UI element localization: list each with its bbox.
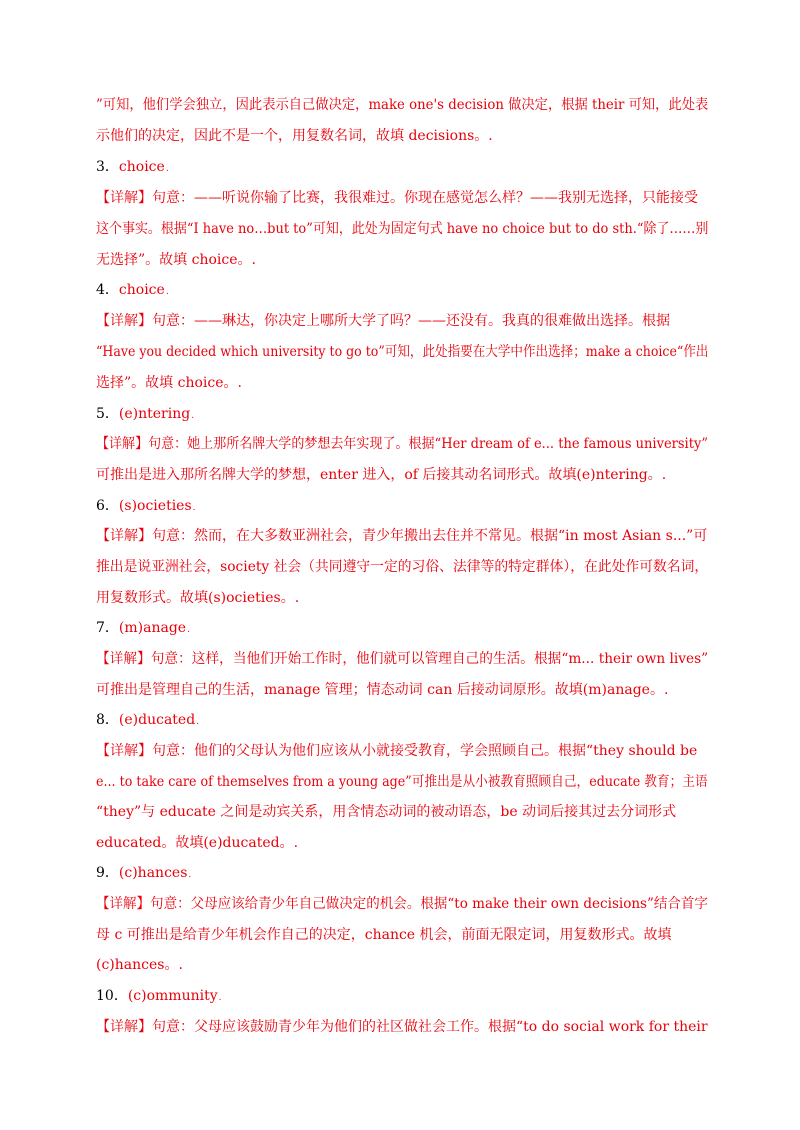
explanation-line: 【详解】句意：父母应该鼓励青少年为他们的社区做社会工作。根据“to do social work for their [96, 1019, 708, 1035]
answer-text: (e)ntering . [119, 406, 194, 422]
explanation-line: 【详解】句意：然而，在大多数亚洲社会，青少年搬出去住并不常见。根据“in most Asian s...”可 [96, 528, 708, 544]
explanation-line: 推出是说亚洲社会，society 社会（共同遵守一定的习俗、法律等的特定群体），在此处作可数名词， [96, 559, 709, 575]
answer-line-10 [96, 987, 222, 1007]
explanation-line: 【详解】句意：父母应该给青少年自己做决定的机会。根据“to make their own decisions”结合首字 [96, 896, 708, 912]
answer-line-8 [96, 711, 199, 731]
answer-line-9 [96, 864, 191, 884]
answer-text: choice . [119, 159, 169, 175]
question-number: 8． [96, 712, 119, 728]
explanation-line: e... to take care of themselves from a young age”可推出是从小被教育照顾自己，educate 教育；主语 [96, 774, 708, 790]
question-number: 6． [96, 498, 119, 514]
question-number: 7． [96, 620, 119, 636]
explanation-line: “Have you decided which university to go to”可知，此处指要在大学中作出选择；make a choice“作出 [96, 344, 709, 360]
explanation-line: (c)hances。. [96, 957, 183, 973]
explanation-line: 【详解】句意：——琳达，你决定上哪所大学了吗？——还没有。我真的很难做出选择。根据 [96, 313, 670, 329]
question-number: 4． [96, 282, 119, 298]
answer-line-5 [96, 405, 194, 425]
answer-text: (s)ocieties . [119, 498, 196, 514]
question-number: 9． [96, 865, 119, 881]
explanation-line: 【详解】句意：他们的父母认为他们应该从小就接受教育，学会照顾自己。根据“they should be [96, 743, 698, 759]
answer-text: (e)ducated . [119, 712, 199, 728]
answer-line-6 [96, 497, 196, 517]
answer-line-7 [96, 619, 190, 639]
answer-text: (c)hances . [119, 865, 191, 881]
explanation-line: 可推出是进入那所名牌大学的梦想，enter 进入，of 后接其动名词形式。故填(e)ntering。. [96, 467, 667, 483]
explanation-line: ”可知，他们学会独立，因此表示自己做决定，make one's decision 做决定，根据 their 可知，此处表 [96, 97, 709, 113]
explanation-line: 可推出是管理自己的生活，manage 管理；情态动词 can 后接动词原形。故填(m)anage。. [96, 682, 669, 698]
explanation-line: 【详解】句意：这样，当他们开始工作时，他们就可以管理自己的生活。根据“m... their own lives” [96, 651, 709, 667]
answer-text: (m)anage . [119, 620, 190, 636]
explanation-line: educated。故填(e)ducated。. [96, 835, 299, 851]
explanation-line: 示他们的决定，因此不是一个，用复数名词，故填 decisions。. [96, 128, 493, 144]
answer-text: choice . [119, 282, 169, 298]
explanation-line: 这个事实。根据“I have no…but to”可知，此处为固定句式 have no choice but to do sth.“除了……别 [96, 221, 709, 237]
explanation-line: 【详解】句意：她上那所名牌大学的梦想去年实现了。根据“Her dream of e... the famous university” [96, 436, 708, 452]
explanation-line: 【详解】句意：——听说你输了比赛，我很难过。你现在感觉怎么样？——我别无选择，只能接受 [96, 190, 698, 206]
question-number: 10． [96, 988, 128, 1004]
answer-line-4 [96, 281, 169, 301]
answer-text: (c)ommunity . [128, 988, 222, 1004]
question-number: 5． [96, 406, 119, 422]
explanation-line: 选择”。故填 choice。. [96, 375, 242, 391]
answer-line-3 [96, 158, 169, 178]
explanation-line: 母 c 可推出是给青少年机会作自己的决定，chance 机会，前面无限定词，用复数形式。故填 [96, 927, 672, 943]
explanation-line: 无选择”。故填 choice。. [96, 252, 256, 268]
question-number: 3． [96, 159, 119, 175]
explanation-line: 用复数形式。故填(s)ocieties。. [96, 590, 300, 606]
explanation-line: “they”与 educate 之间是动宾关系，用含情态动词的被动语态，be 动词后接其过去分词形式 [96, 804, 677, 820]
